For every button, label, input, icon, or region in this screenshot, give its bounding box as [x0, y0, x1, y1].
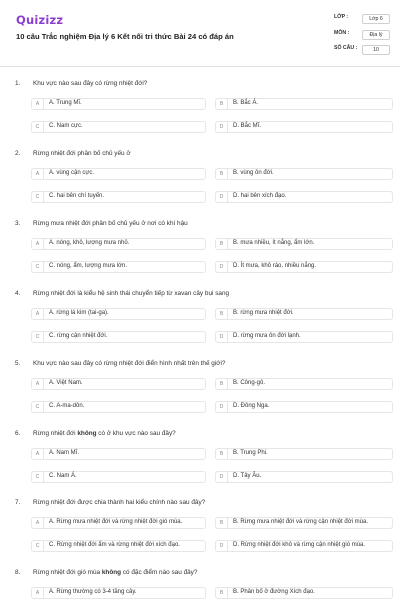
- option-text: D. rừng mưa ôn đới lạnh.: [233, 333, 301, 339]
- class-value: Lớp 6: [362, 14, 390, 24]
- option-d[interactable]: [215, 261, 393, 273]
- option-letter: C: [32, 192, 44, 202]
- question-count-value: 10: [362, 45, 390, 55]
- option-text: C. Rừng nhiệt đới ẩm và rừng nhiệt đới xích đạo.: [49, 542, 180, 548]
- option-letter: C: [32, 332, 44, 342]
- subject-value: Địa lý: [362, 30, 390, 40]
- question-number: 2.: [15, 150, 21, 157]
- option-text: C. rừng cận nhiệt đới.: [49, 333, 108, 339]
- option-b[interactable]: [215, 587, 393, 599]
- option-text: A. Trung Mĩ.: [49, 100, 82, 106]
- question-7: [0, 499, 400, 569]
- option-letter: A: [32, 379, 44, 389]
- option-c[interactable]: [31, 261, 206, 273]
- question-text-emphasis: không: [101, 569, 122, 576]
- option-text: D. Rừng nhiệt đới khô và rừng cận nhiệt gió mùa.: [233, 542, 366, 548]
- option-c[interactable]: [31, 471, 206, 483]
- question-text: Khu vực nào sau đây có rừng nhiệt đới điển hình nhất trên thế giới?: [33, 360, 226, 367]
- option-letter: D: [216, 472, 228, 482]
- option-d[interactable]: [215, 471, 393, 483]
- option-text: D. Tây Âu.: [233, 473, 262, 479]
- question-number: 6.: [15, 430, 21, 437]
- question-count-label: SỐ CÂU :: [334, 45, 358, 51]
- question-text: [33, 430, 388, 437]
- option-letter: C: [32, 262, 44, 272]
- option-text: B. Bắc Á.: [233, 100, 259, 106]
- option-text: C. A-ma-dôn.: [49, 403, 85, 409]
- option-letter: A: [32, 588, 44, 598]
- option-a[interactable]: [31, 168, 206, 180]
- option-a[interactable]: [31, 238, 206, 250]
- option-c[interactable]: [31, 191, 206, 203]
- option-a[interactable]: [31, 517, 206, 529]
- option-b[interactable]: [215, 238, 393, 250]
- option-d[interactable]: [215, 401, 393, 413]
- option-text: C. Nam Á.: [49, 473, 77, 479]
- option-letter: A: [32, 169, 44, 179]
- question-number: 8.: [15, 569, 21, 576]
- question-2: [0, 150, 400, 220]
- question-3: [0, 220, 400, 290]
- option-text: B. rừng mưa nhiệt đới.: [233, 310, 294, 316]
- meta-row-count: [334, 45, 394, 55]
- option-c[interactable]: [31, 540, 206, 552]
- option-letter: A: [32, 518, 44, 528]
- question-text-after: có đặc điểm nào sau đây?: [121, 569, 198, 576]
- option-text: B. Trung Phi.: [233, 450, 268, 456]
- option-b[interactable]: [215, 378, 393, 390]
- option-letter: A: [32, 99, 44, 109]
- option-letter: B: [216, 379, 228, 389]
- option-letter: D: [216, 122, 228, 132]
- question-text: [33, 569, 388, 576]
- option-d[interactable]: [215, 191, 393, 203]
- option-d[interactable]: [215, 331, 393, 343]
- meta-row-subject: [334, 30, 394, 40]
- option-letter: D: [216, 541, 228, 551]
- option-text: D. Đông Nga.: [233, 403, 270, 409]
- option-letter: B: [216, 449, 228, 459]
- option-letter: A: [32, 239, 44, 249]
- option-text: B. Rừng mưa nhiệt đới và rừng cận nhiệt đới mùa.: [233, 519, 368, 525]
- worksheet-header: [0, 0, 400, 66]
- option-b[interactable]: [215, 448, 393, 460]
- option-text: D. hai bên xích đạo.: [233, 193, 287, 199]
- option-text: A. Nam Mĩ.: [49, 450, 80, 456]
- question-text-after: có ở khu vực nào sau đây?: [96, 430, 176, 437]
- question-8: [0, 569, 400, 600]
- option-letter: C: [32, 402, 44, 412]
- option-text: A. Việt Nam.: [49, 380, 83, 386]
- question-number: 5.: [15, 360, 21, 367]
- option-text: B. vùng ôn đới.: [233, 170, 274, 176]
- option-letter: D: [216, 402, 228, 412]
- question-text: Rừng nhiệt đới phân bố chủ yếu ở: [33, 150, 131, 157]
- option-d[interactable]: [215, 540, 393, 552]
- question-text-before: Rừng nhiệt đới: [33, 430, 78, 437]
- option-letter: D: [216, 192, 228, 202]
- question-number: 4.: [15, 290, 21, 297]
- option-text: C. Nam cực.: [49, 123, 83, 129]
- option-text: C. hai bên chí tuyến.: [49, 193, 105, 199]
- option-letter: B: [216, 99, 228, 109]
- option-c[interactable]: [31, 121, 206, 133]
- question-6: [0, 430, 400, 500]
- option-text: D. Bắc Mĩ.: [233, 123, 262, 129]
- option-letter: B: [216, 518, 228, 528]
- question-text: Rừng nhiệt đới là kiểu hệ sinh thái chuyển tiếp từ xavan cây bụi sang: [33, 290, 230, 297]
- option-a[interactable]: [31, 308, 206, 320]
- option-d[interactable]: [215, 121, 393, 133]
- header-divider: [0, 66, 400, 67]
- option-a[interactable]: [31, 98, 206, 110]
- option-text: B. Công-gô.: [233, 380, 266, 386]
- option-letter: A: [32, 309, 44, 319]
- question-text: Rừng nhiệt đới được chia thành hai kiểu chính nào sau đây?: [33, 499, 206, 506]
- option-text: A. Rừng mưa nhiệt đới và rừng nhiệt đới gió mùa.: [49, 519, 183, 525]
- question-text-before: Rừng nhiệt đới gió mùa: [33, 569, 102, 576]
- question-text-emphasis: không: [77, 430, 97, 437]
- option-text: B. Phân bố ở đường Xích đạo.: [233, 589, 315, 595]
- option-a[interactable]: [31, 378, 206, 390]
- option-letter: B: [216, 588, 228, 598]
- option-text: B. mưa nhiều, ít nắng, ẩm lớn.: [233, 240, 315, 246]
- option-letter: C: [32, 472, 44, 482]
- class-label: LỚP :: [334, 14, 349, 20]
- option-letter: A: [32, 449, 44, 459]
- option-letter: B: [216, 309, 228, 319]
- option-a[interactable]: [31, 587, 206, 599]
- option-b[interactable]: [215, 517, 393, 529]
- option-text: A. nóng, khô, lượng mưa nhỏ.: [49, 240, 130, 246]
- question-5: [0, 360, 400, 430]
- option-text: A. Rừng thường có 3-4 tầng cây.: [49, 589, 137, 595]
- meta-row-class: [334, 14, 394, 24]
- option-letter: B: [216, 169, 228, 179]
- question-number: 1.: [15, 80, 21, 87]
- option-letter: C: [32, 541, 44, 551]
- option-letter: B: [216, 239, 228, 249]
- option-letter: D: [216, 262, 228, 272]
- option-text: D. Ít mưa, khô ráo, nhiều nắng.: [233, 263, 317, 269]
- question-number: 7.: [15, 499, 21, 506]
- question-text: Rừng mưa nhiệt đới phân bố chủ yếu ở nơi có khí hậu: [33, 220, 188, 227]
- option-c[interactable]: [31, 331, 206, 343]
- option-letter: D: [216, 332, 228, 342]
- subject-label: MÔN :: [334, 30, 350, 36]
- option-a[interactable]: [31, 448, 206, 460]
- question-1: [0, 80, 400, 150]
- worksheet-title: 10 câu Trắc nghiệm Địa lý 6 Kết nối tri thức Bài 24 có đáp án: [16, 32, 234, 41]
- option-b[interactable]: [215, 168, 393, 180]
- option-b[interactable]: [215, 98, 393, 110]
- option-text: C. nóng, ẩm, lượng mưa lớn.: [49, 263, 127, 269]
- question-4: [0, 290, 400, 360]
- option-b[interactable]: [215, 308, 393, 320]
- option-c[interactable]: [31, 401, 206, 413]
- option-letter: C: [32, 122, 44, 132]
- question-text: Khu vực nào sau đây có rừng nhiệt đới?: [33, 80, 148, 87]
- option-text: A. rừng lá kim (tai-ga).: [49, 310, 109, 316]
- option-text: A. vùng cận cực.: [49, 170, 95, 176]
- question-number: 3.: [15, 220, 21, 227]
- quizizz-logo[interactable]: Quizizz: [16, 13, 64, 27]
